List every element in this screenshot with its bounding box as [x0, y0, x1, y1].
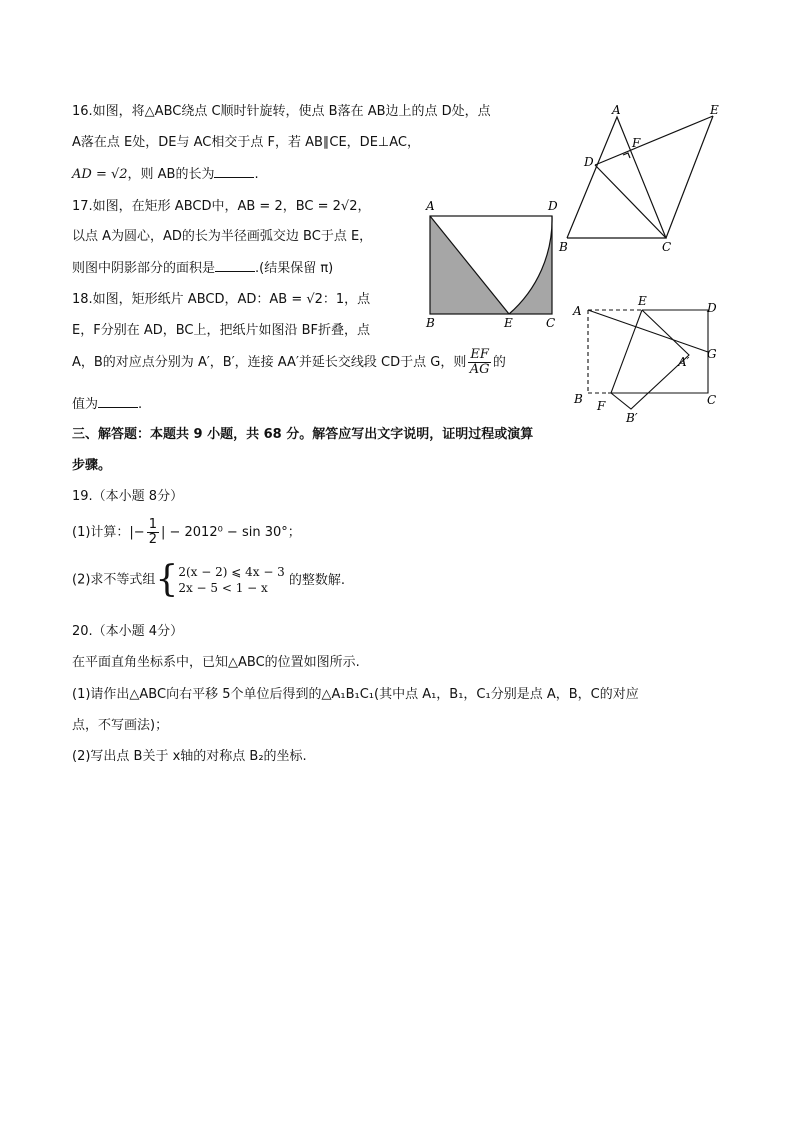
q18-suffix: 的	[492, 355, 506, 370]
label-d: D	[707, 301, 717, 315]
q19-part1	[72, 518, 301, 547]
q16-period: .	[254, 167, 259, 182]
fraction-numerator: 1	[148, 517, 157, 532]
label-a-prime: A′	[678, 355, 690, 369]
label-a: A	[426, 199, 435, 213]
label-a: A	[573, 304, 582, 318]
q16-line1: 16.如图，将△ABC绕点 C顺时针旋转，使点 B落在 AB边上的点 D处，点	[72, 104, 491, 119]
label-f: F	[597, 399, 606, 413]
inequality-system	[178, 564, 285, 596]
q18-line3	[72, 348, 506, 377]
q18-period: .	[138, 397, 143, 412]
segment-ec	[666, 116, 713, 238]
brace-symbol: {	[155, 559, 179, 600]
label-f: F	[632, 136, 641, 150]
label-b-prime: B′	[626, 411, 638, 425]
segment-dc	[595, 165, 666, 238]
segment-de	[595, 116, 713, 165]
label-e: E	[504, 316, 513, 330]
section3-heading: 三、解答题：本题共 9 小题，共 68 分。解答应写出文字说明，证明过程或演算	[72, 427, 534, 442]
q17-line1: 17.如图，在矩形 ABCD中，AB = 2，BC = 2√2，	[72, 199, 371, 214]
q18-line2: E，F分别在 AD，BC上，把纸片如图沿 BF折叠，点	[72, 323, 371, 338]
q20-line3: 点，不写画法)；	[72, 718, 169, 733]
label-c: C	[546, 316, 556, 330]
section3-heading-cont: 步骤。	[72, 458, 112, 473]
q17-question: 则图中阴影部分的面积是	[72, 261, 216, 276]
q19-part2-start: (2)求不等式组	[72, 572, 156, 588]
figure-16	[555, 100, 730, 255]
q17-note: .(结果保留 π)	[255, 261, 334, 276]
label-c: C	[707, 393, 717, 407]
q18-value-label: 值为	[72, 397, 99, 412]
q19-header: 19.（本小题 8分）	[72, 489, 184, 504]
inequality-1: 2(x − 2) ⩽ 4x − 3	[178, 565, 285, 579]
q20-line1: 在平面直角坐标系中，已知△ABC的位置如图所示.	[72, 655, 360, 670]
figure-17	[420, 196, 570, 332]
q18-line1: 18.如图，矩形纸片 ABCD，AD：AB = √2：1，点	[72, 292, 371, 307]
q16-line2: A落在点 E处，DE与 AC相交于点 F，若 AB∥CE，DE⊥AC，	[72, 135, 420, 150]
q19-part1-end: | − 2012⁰ − sin 30°；	[160, 525, 301, 540]
fraction-denominator: AG	[469, 362, 490, 377]
label-b: B	[574, 392, 583, 406]
label-g: G	[707, 347, 717, 361]
fraction-denominator: 2	[148, 532, 157, 547]
q16-question: ，则 AB的长为	[127, 167, 215, 182]
q16-ad-value: AD = √2	[72, 167, 128, 182]
half-fraction	[147, 518, 159, 547]
q20-line4: (2)写出点 B关于 x轴的对称点 B₂的坐标.	[72, 749, 307, 764]
q20-header: 20.（本小题 4分）	[72, 624, 184, 639]
label-e: E	[638, 294, 647, 308]
figure-18	[567, 292, 727, 427]
label-d: D	[548, 199, 558, 213]
answer-blank	[98, 395, 138, 408]
label-b: B	[559, 240, 568, 254]
q19-part1-start: (1)计算：|−	[72, 525, 145, 540]
label-a: A	[612, 103, 621, 117]
answer-blank	[215, 259, 255, 272]
label-d: D	[584, 155, 594, 169]
label-e: E	[710, 103, 719, 117]
q18-question: A，B的对应点分别为 A′，B′，连接 AA′并延长交线段 CD于点 G，则	[72, 355, 467, 370]
triangle-abc	[567, 117, 666, 238]
right-angle-mark	[623, 153, 630, 158]
q18-fraction	[468, 348, 491, 377]
q17-line3	[72, 259, 333, 278]
answer-blank	[214, 165, 254, 178]
label-c: C	[662, 240, 672, 254]
q17-line2: 以点 A为圆心，AD的长为半径画弧交边 BC于点 E，	[72, 229, 373, 244]
q18-line4	[72, 395, 142, 414]
shaded-segment	[509, 216, 552, 314]
q20-line2: (1)请作出△ABC向右平移 5个单位后得到的△A₁B₁C₁(其中点 A₁，B₁，C₁分别是点 A，B，C的对应	[72, 687, 639, 702]
label-b: B	[426, 316, 435, 330]
q19-part2	[72, 559, 345, 600]
inequality-2: 2x − 5 < 1 − x	[178, 581, 268, 595]
fraction-numerator: EF	[470, 347, 489, 362]
q19-part2-end: 的整数解.	[288, 572, 345, 588]
q16-line3	[72, 165, 259, 184]
